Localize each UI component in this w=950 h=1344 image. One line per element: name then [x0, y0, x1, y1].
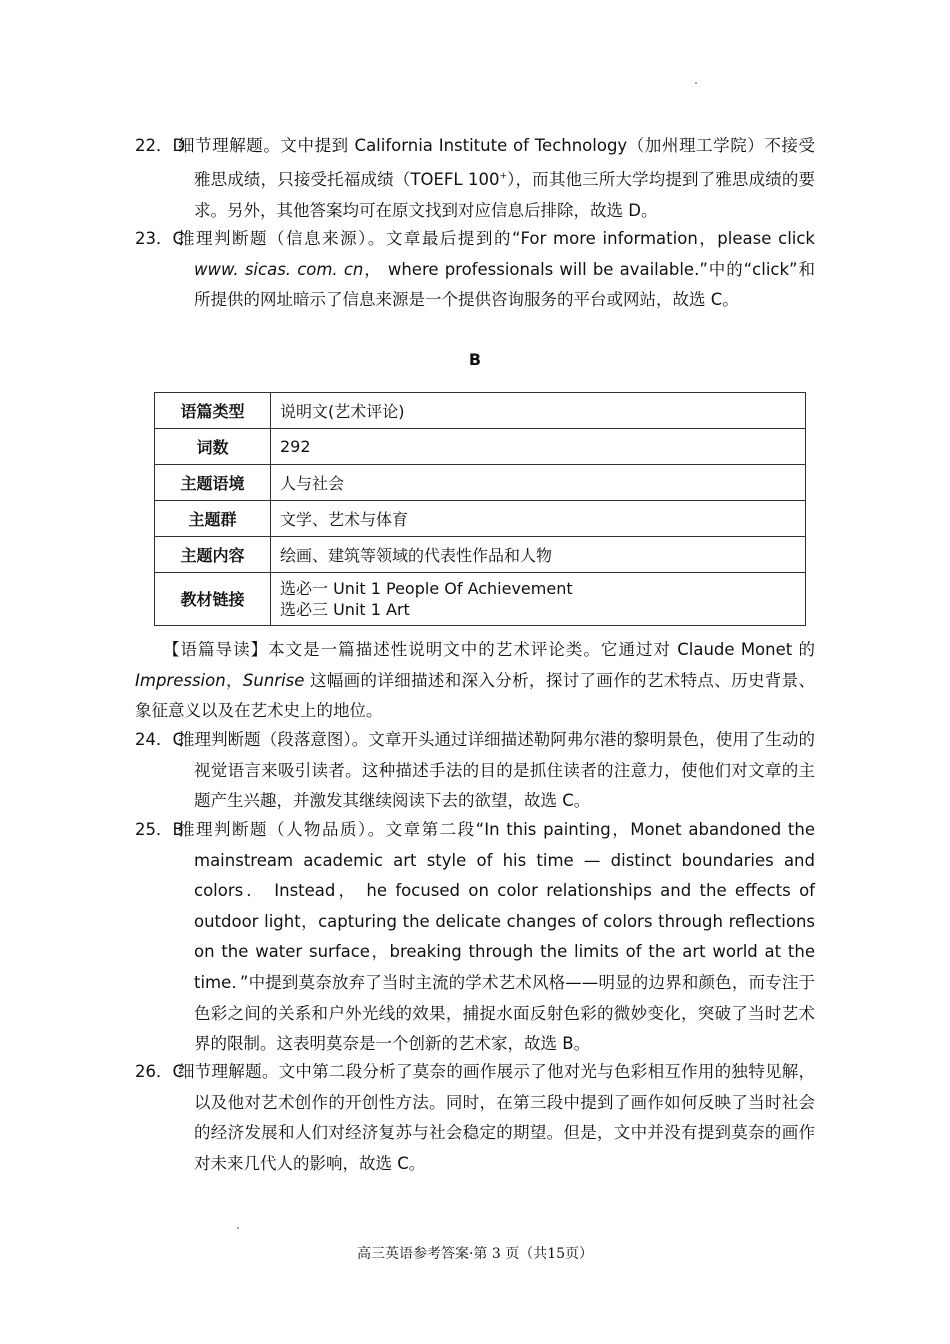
table-row: [155, 465, 806, 501]
answer-explanation: [178, 815, 815, 1060]
row-value: 人与社会: [271, 465, 806, 501]
text-run: 这幅画的详细描述和深入分析，探讨了画作的艺术特点、历史背景、象征意义以及在艺术史上的地位。: [135, 670, 816, 721]
text-run: www. sicas. com. cn: [194, 259, 364, 279]
text-run: 【语篇导读】本文是一篇描述性说明文中的艺术评论类。它通过对 Claude Monet 的: [163, 640, 815, 659]
text-run: Impression: [135, 670, 226, 690]
table-row: [155, 501, 806, 537]
row-label: 教材链接: [155, 573, 271, 626]
answer-item: [135, 224, 815, 316]
answer-item: [135, 815, 815, 1060]
answer-number: 22．D: [135, 136, 186, 155]
page-speck-bottom: [237, 1227, 239, 1229]
answer-number: 26．C: [135, 1062, 185, 1081]
text-run: Sunrise: [242, 670, 305, 690]
text-run: 推理判断题（人物品质）。文章第二段“In this painting，Monet abandoned the mainstream academic art style of his time — distinct boundaries and colors． Instead， he focused on color relationships and the effects of outdoor light，capturing the delicate changes of colors through reflections on the water surface，breaking through the limits of the art world at the time．”中提到莫奈放弃了当时主流的学术艺术风格——明显的边界和颜色，而专注于色彩之间的关系和户外光线的效果，捕捉水面反射色彩的微妙变化，突破了当时艺术界的限制。这表明莫奈是一个创新的艺术家，故选 B。: [178, 820, 815, 1054]
text-run: +: [499, 171, 507, 182]
text-run: 细节理解题。文中提到 California Institute of Technology（加州理工学院）不接受雅思成绩，只接受托福成绩（TOEFL 100: [178, 136, 815, 190]
row-label: 语篇类型: [155, 393, 271, 429]
row-label: 主题群: [155, 501, 271, 537]
answer-item: [135, 131, 815, 226]
textbook-link-1: 选必一 Unit 1 People Of Achievement: [280, 579, 573, 598]
row-value: 绘画、建筑等领域的代表性作品和人物: [271, 537, 806, 573]
table-row: [155, 429, 806, 465]
answer-item: [135, 1057, 815, 1179]
row-value: 292: [271, 429, 806, 465]
table-row: [155, 573, 806, 626]
section-heading: B: [468, 350, 482, 369]
answer-number: 24．C: [135, 730, 185, 749]
row-label: 主题语境: [155, 465, 271, 501]
text-run: 推理判断题（信息来源）。文章最后提到的“For more information，please click: [178, 229, 815, 248]
answer-explanation: [178, 725, 815, 817]
text-run: 细节理解题。文中第二段分析了莫奈的画作展示了他对光与色彩相互作用的独特见解，以及他对艺术创作的开创性方法。同时，在第三段中提到了画作如何反映了当时社会的经济发展和人们对经济复苏与社会稳定的期望。但是，文中并没有提到莫奈的画作对未来几代人的影响，故选 C。: [178, 1062, 815, 1173]
answer-explanation: [178, 224, 815, 316]
answer-explanation: [178, 1057, 815, 1179]
table-row: [155, 393, 806, 429]
textbook-link-2: 选必三 Unit 1 Art: [280, 600, 410, 619]
passage-guide: [135, 635, 815, 727]
answer-explanation: [178, 131, 816, 226]
passage-info-table: [154, 392, 806, 626]
row-value: [271, 573, 806, 626]
page-speck-top: [695, 82, 697, 84]
text-run: ，: [225, 670, 243, 690]
text-run: ， where professionals will be available.”中的“click”和所提供的网址暗示了信息来源是一个提供咨询服务的平台或网站，故选 C。: [194, 259, 815, 310]
answer-item: [135, 725, 815, 817]
row-value: 文学、艺术与体育: [271, 501, 806, 537]
row-label: 主题内容: [155, 537, 271, 573]
table-row: [155, 537, 806, 573]
text-run: ），而其他三所大学均提到了雅思成绩的要求。另外，其他答案均可在原文找到对应信息后排除，故选 D。: [194, 170, 816, 220]
answer-number: 25．B: [135, 820, 184, 839]
answer-number: 23．C: [135, 229, 185, 248]
row-label: 词数: [155, 429, 271, 465]
row-value: 说明文(艺术评论): [271, 393, 806, 429]
page-footer: 高三英语参考答案·第 3 页（共15页）: [356, 1246, 594, 1262]
text-run: 推理判断题（段落意图）。文章开头通过详细描述勒阿弗尔港的黎明景色，使用了生动的视觉语言来吸引读者。这种描述手法的目的是抓住读者的注意力，使他们对文章的主题产生兴趣，并激发其继续阅读下去的欲望，故选 C。: [178, 730, 815, 811]
